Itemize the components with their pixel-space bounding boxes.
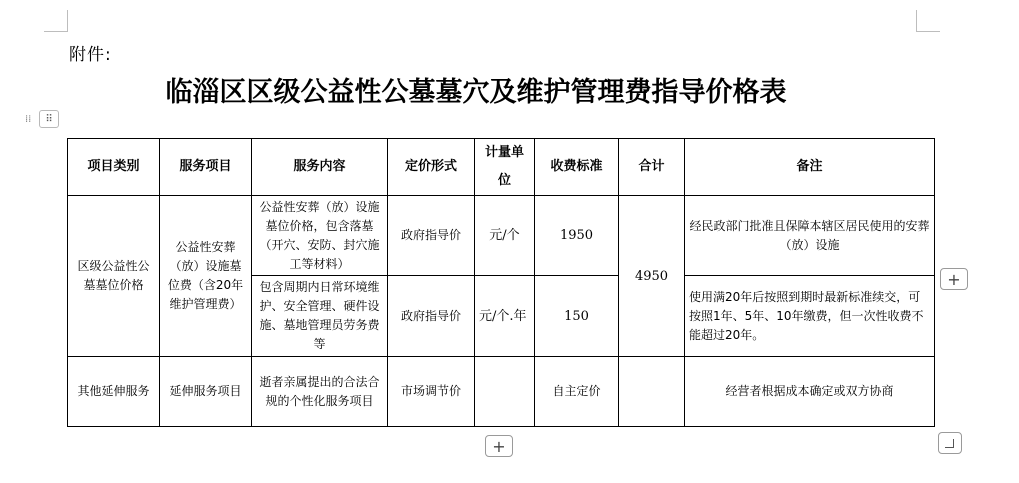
- cell-fee: 150: [535, 276, 619, 357]
- cell-pricing: 政府指导价: [388, 276, 475, 357]
- cell-service: 延伸服务项目: [160, 357, 252, 427]
- cell-unit: 元/个.年: [475, 276, 535, 357]
- header-pricing: 定价形式: [388, 139, 475, 196]
- cell-remark: 经民政部门批准且保障本辖区居民使用的安葬（放）设施: [685, 196, 935, 276]
- add-column-button[interactable]: +: [940, 268, 968, 290]
- table-row: [68, 196, 935, 276]
- resize-table-icon[interactable]: [938, 432, 962, 454]
- cell-unit: [475, 357, 535, 427]
- price-table: [67, 138, 935, 427]
- cell-fee: 1950: [535, 196, 619, 276]
- header-service: 服务项目: [160, 139, 252, 196]
- cell-unit: 元/个: [475, 196, 535, 276]
- cell-total-empty: [619, 357, 685, 427]
- move-handle-icon[interactable]: ⠿: [39, 110, 59, 128]
- cell-category: 其他延伸服务: [68, 357, 160, 427]
- attachment-label: 附件:: [69, 45, 112, 65]
- cell-total: 4950: [619, 196, 685, 357]
- header-category: 项目类别: [68, 139, 160, 196]
- header-total: 合计: [619, 139, 685, 196]
- header-remark: 备注: [685, 139, 935, 196]
- header-content: 服务内容: [252, 139, 388, 196]
- document-title: 临淄区区级公益性公墓墓穴及维护管理费指导价格表: [165, 77, 787, 108]
- crop-mark-top-right-v: [916, 10, 917, 32]
- cell-service: 公益性安葬（放）设施墓位费（含20年维护管理费）: [160, 196, 252, 357]
- header-fee: 收费标准: [535, 139, 619, 196]
- cell-pricing: 政府指导价: [388, 196, 475, 276]
- cell-remark: 使用满20年后按照到期时最新标准续交，可按照1年、5年、10年缴费，但一次性收费不能超过20年。: [685, 276, 935, 357]
- crop-mark-top-left-h: [44, 31, 68, 32]
- cell-fee: 自主定价: [535, 357, 619, 427]
- header-unit: 计量单位: [475, 139, 535, 196]
- cell-content: 公益性安葬（放）设施墓位价格，包含落墓（开穴、安防、封穴施工等材料）: [252, 196, 388, 276]
- cell-content: 逝者亲属提出的合法合规的个性化服务项目: [252, 357, 388, 427]
- cell-category: 区级公益性公墓墓位价格: [68, 196, 160, 357]
- cell-content: 包含周期内日常环境维护、安全管理、硬件设施、墓地管理员劳务费等: [252, 276, 388, 357]
- crop-mark-top-right-h: [916, 31, 940, 32]
- cell-remark: 经营者根据成本确定或双方协商: [685, 357, 935, 427]
- cell-pricing: 市场调节价: [388, 357, 475, 427]
- crop-mark-top-left-v: [67, 10, 68, 32]
- table-row: [68, 357, 935, 427]
- table-header-row: [68, 139, 935, 196]
- drag-dots-icon[interactable]: ⁞⁞: [25, 114, 32, 125]
- add-row-button[interactable]: +: [485, 435, 513, 457]
